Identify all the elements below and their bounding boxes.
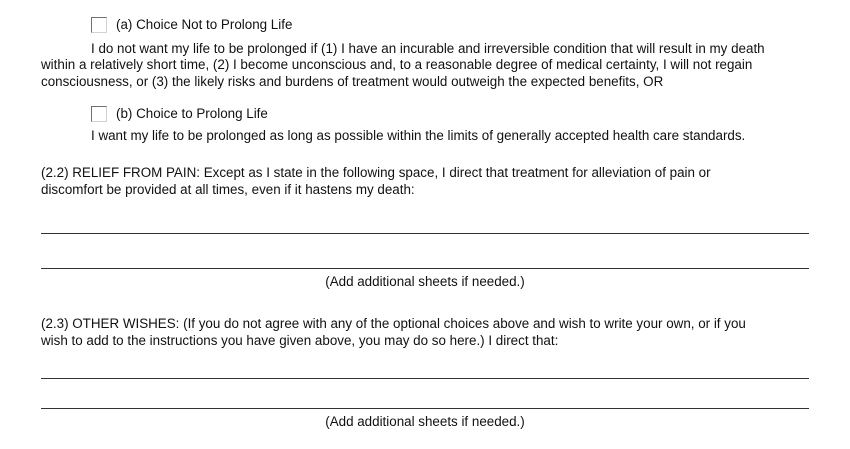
choice-to-prolong-label: (b) Choice to Prolong Life [116,106,268,121]
other-wishes-answer-line-2[interactable] [41,408,809,409]
relief-from-pain-line-1: (2.2) RELIEF FROM PAIN: Except as I state in the following space, I direct that treatment for alleviation of pain or [41,165,711,180]
relief-from-pain-line-2: discomfort be provided at all times, even if it hastens my death: [41,182,415,197]
choice-a-text-line-2: within a relatively short time, (2) I become unconscious and, to a reasonable degree of medical certainty, I will not regain [41,57,753,72]
choice-not-to-prolong-checkbox[interactable] [91,17,107,33]
choice-b-text: I want my life to be prolonged as long as possible within the limits of generally accepted health care standards. [91,128,746,143]
other-wishes-answer-line-1[interactable] [41,378,809,379]
relief-from-pain-answer-line-2[interactable] [41,268,809,269]
other-wishes-line-2: wish to add to the instructions you have given above, you may do so here.) I direct that: [41,333,559,348]
choice-to-prolong-checkbox[interactable] [91,106,107,122]
other-wishes-line-1: (2.3) OTHER WISHES: (If you do not agree with any of the optional choices above and wish to write your own, or if you [41,316,746,331]
choice-a-text-line-1: I do not want my life to be prolonged if (1) I have an incurable and irreversible condition that will result in my death [91,41,765,56]
relief-from-pain-answer-line-1[interactable] [41,233,809,234]
relief-from-pain-additional-sheets-note: (Add additional sheets if needed.) [325,274,525,289]
other-wishes-additional-sheets-note: (Add additional sheets if needed.) [325,414,525,429]
choice-not-to-prolong-label: (a) Choice Not to Prolong Life [116,17,293,32]
choice-a-text-line-3: consciousness, or (3) the likely risks and burdens of treatment would outweigh the expected benefits, OR [41,74,664,89]
